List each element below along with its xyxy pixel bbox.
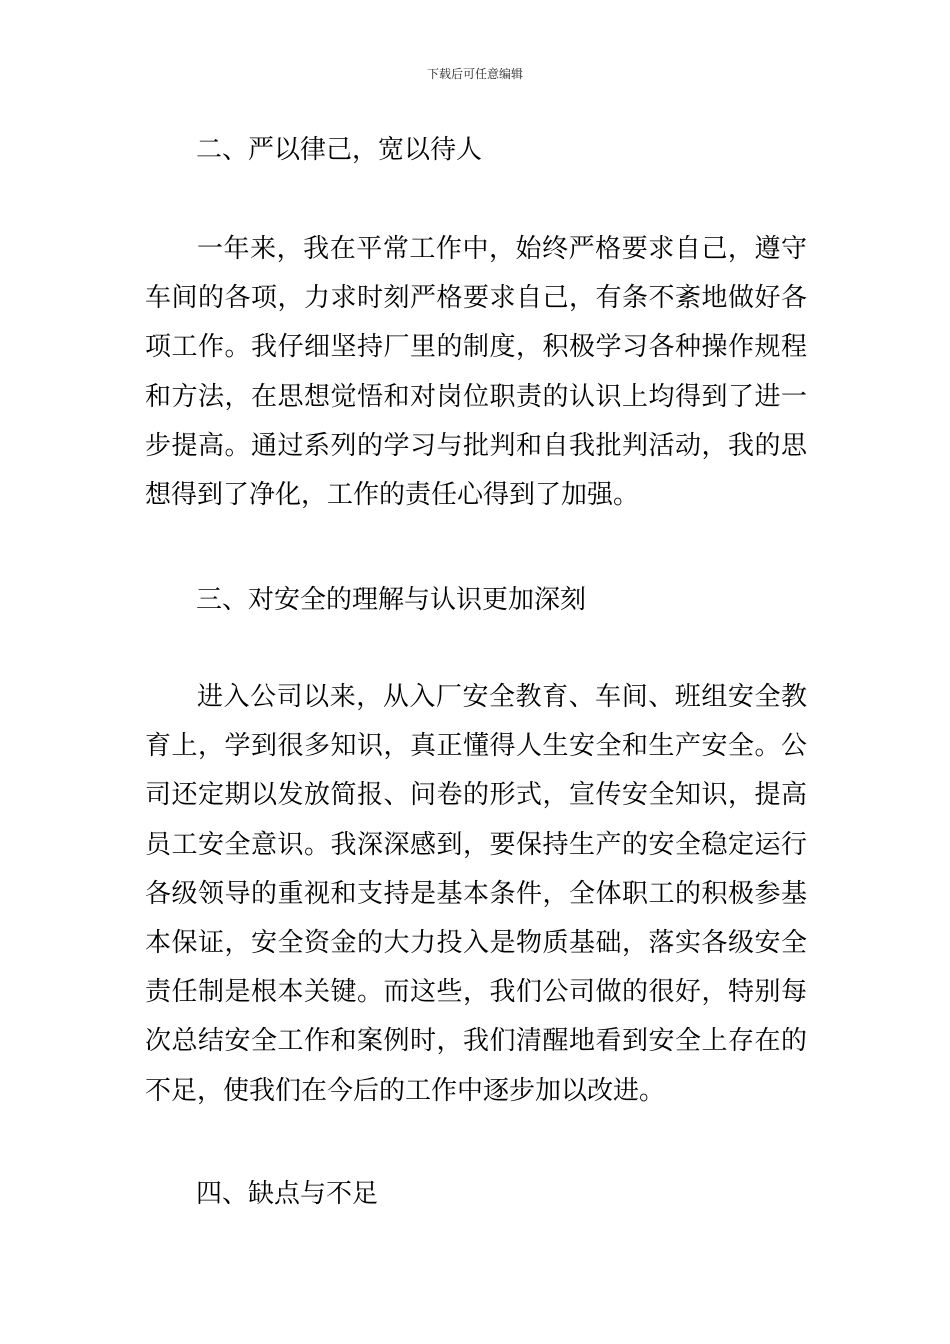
paragraph-line: 次总结安全工作和案例时，我们清醒地看到安全上存在的	[145, 1026, 807, 1057]
paragraph-line: 车间的各项，力求时刻严格要求自己，有条不紊地做好各	[145, 283, 807, 314]
paragraph-2	[145, 225, 807, 520]
paragraph-line: 和方法，在思想觉悟和对岗位职责的认识上均得到了进一	[145, 381, 807, 412]
paragraph-line: 员工安全意识。我深深感到，要保持生产的安全稳定运行	[145, 829, 807, 860]
section-heading-3: 三、对安全的理解与认识更加深刻	[196, 585, 587, 615]
paragraph-line: 不足，使我们在今后的工作中逐步加以改进。	[145, 1075, 666, 1106]
paragraph-3	[145, 673, 807, 1116]
paragraph-line: 一年来，我在平常工作中，始终严格要求自己，遵守	[197, 234, 807, 264]
section-heading-2: 二、严以律己，宽以待人	[196, 135, 483, 165]
page-header: 下载后可任意编辑	[426, 67, 523, 81]
paragraph-line: 各级领导的重视和支持是基本条件，全体职工的积极参基	[145, 878, 807, 909]
paragraph-line: 本保证，安全资金的大力投入是物质基础，落实各级安全	[145, 927, 807, 958]
paragraph-line: 步提高。通过系列的学习与批判和自我批判活动，我的思	[145, 430, 807, 461]
paragraph-line: 想得到了净化，工作的责任心得到了加强。	[145, 479, 640, 510]
paragraph-line: 进入公司以来，从入厂安全教育、车间、班组安全教	[197, 682, 807, 712]
paragraph-line: 责任制是根本关键。而这些，我们公司做的很好，特别每	[145, 977, 807, 1008]
paragraph-line: 司还定期以发放简报、问卷的形式，宣传安全知识，提高	[145, 780, 807, 811]
section-heading-4: 四、缺点与不足	[196, 1179, 379, 1209]
paragraph-line: 项工作。我仔细坚持厂里的制度，积极学习各种操作规程	[145, 332, 807, 363]
paragraph-line: 育上，学到很多知识，真正懂得人生安全和生产安全。公	[145, 731, 807, 762]
